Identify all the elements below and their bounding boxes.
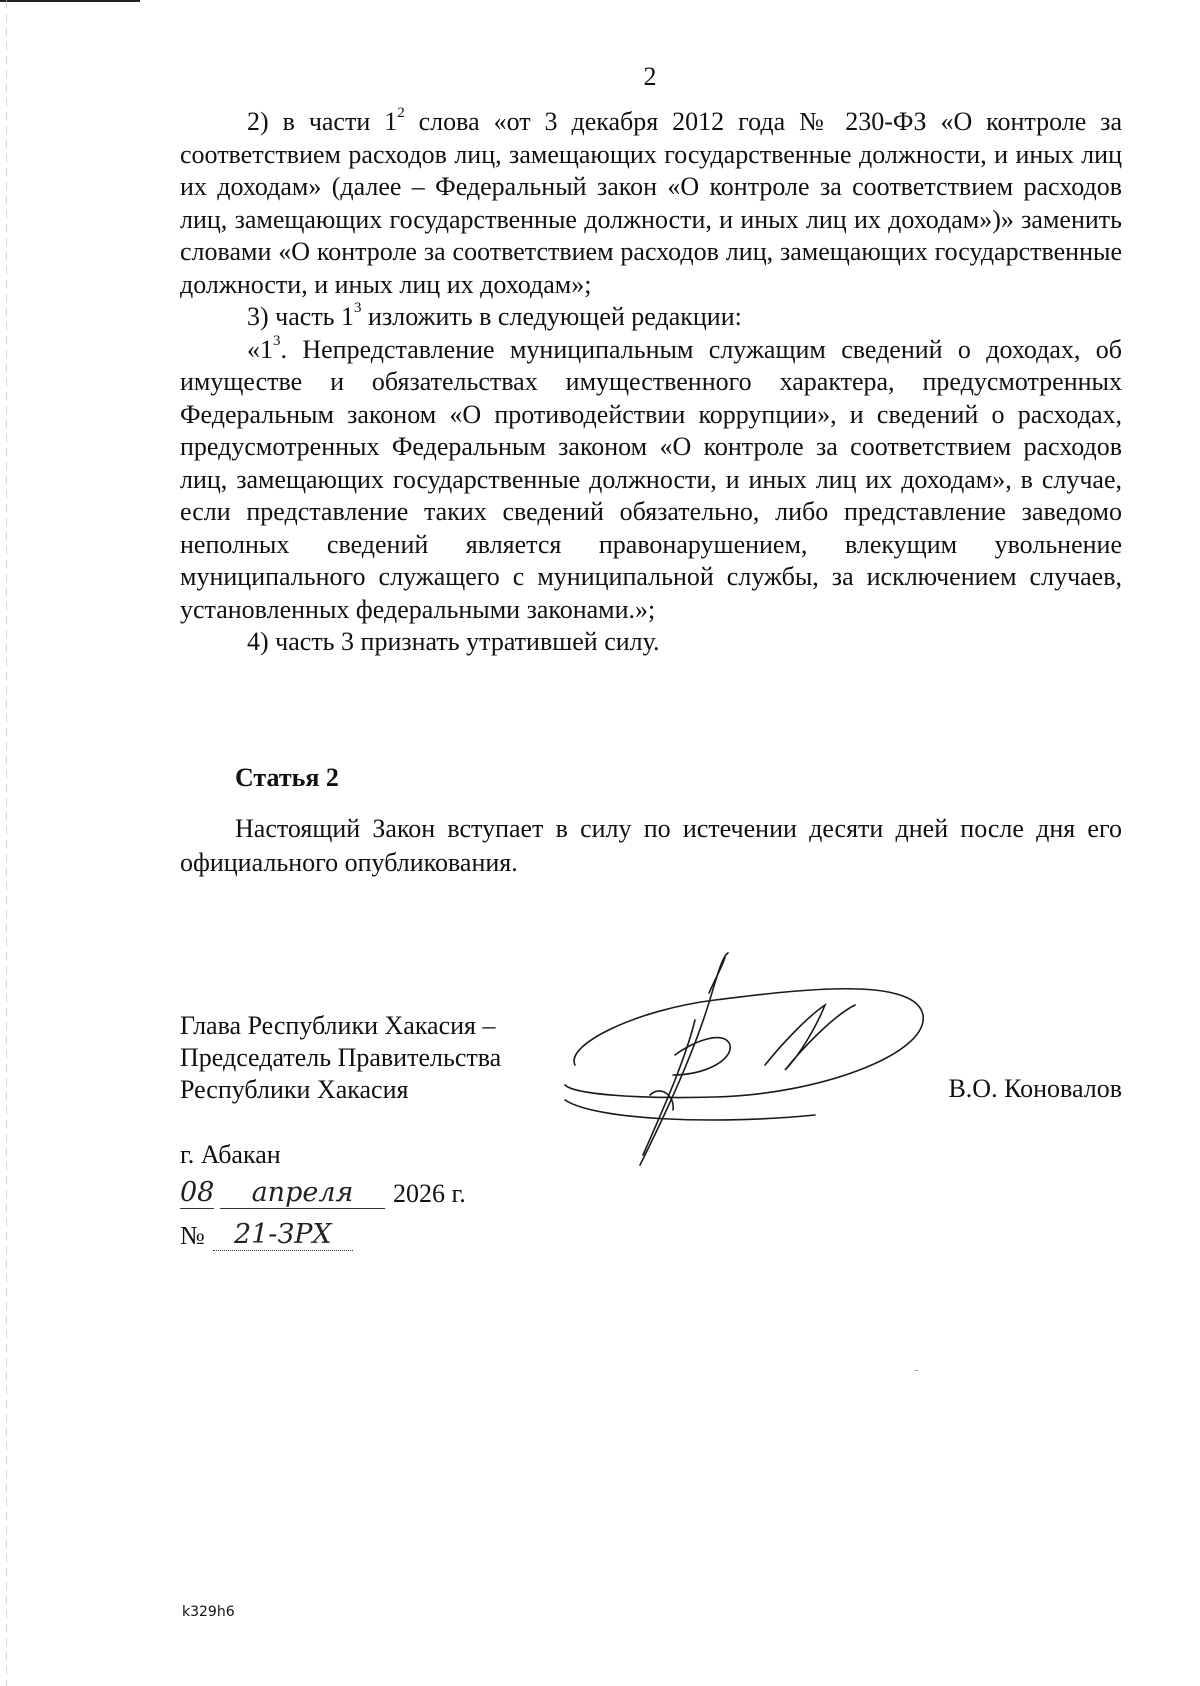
date-year: 2026 г. — [393, 1179, 466, 1208]
document-code: k329h6 — [182, 1604, 235, 1620]
amendment-item-4: 4) часть 3 признать утратившей силу. — [247, 627, 660, 656]
handwritten-signature — [555, 945, 945, 1175]
signing-date — [180, 1175, 466, 1209]
date-month-handwritten: апреля — [220, 1177, 385, 1209]
date-day-handwritten: 08 — [180, 1177, 215, 1208]
page-number: 2 — [643, 62, 657, 91]
article-2-text: Настоящий Закон вступает в силу по истечении десяти дней после дня его официального опубликования. — [180, 814, 1122, 877]
scan-top-mark — [0, 0, 140, 2]
scan-left-edge — [6, 0, 7, 1686]
amendments-body — [180, 106, 1122, 659]
article-2-heading: Статья 2 — [235, 763, 339, 792]
signatory-name: В.О. Коновалов — [948, 1074, 1122, 1103]
law-number — [180, 1215, 353, 1251]
amendment-item-3-text: «$1^3$. Непредставление муниципальным служащим сведений о доходах, об имуществе и обязательствах имущественного характера, предусмотренных Федеральным законом «О противодействии коррупции», и сведений о расходах, предусмотренных Федеральным законом «О контроле за соответствием расходов лиц, замещающих государственные должности, и иных лиц их доходам», в случае, если представление таких сведений обязательно, либо представление заведомо неполных сведений является правонарушением, влекущим увольнение муниципального служащего с муниципальной службы, за исключением случаев, установленных федеральными законами.»; — [180, 332, 1122, 624]
amendment-item-3: 3) часть $1^3$ изложить в следующей редакции: — [247, 300, 742, 331]
law-number-handwritten: 21-ЗРХ — [213, 1219, 353, 1251]
number-sign: № — [180, 1221, 205, 1250]
signatory-title: Глава Республики Хакасия – Председатель Правительства Республики Хакасия — [180, 1011, 502, 1104]
place-of-signing: г. Абакан — [180, 1140, 281, 1169]
amendment-item-2: 2) в части $1^2$ слова «от 3 декабря 2012 года № 230-ФЗ «О контроле за соответствием расходов лиц, замещающих государственные должности, и иных лиц их доходам» (далее – Федеральный закон «О контроле за соответствием расходов лиц, замещающих государственные должности, и иных лиц их доходам»)» заменить словами «О контроле за соответствием расходов лиц, замещающих государственные должности, и иных лиц их доходам»; — [180, 105, 1122, 299]
scan-speck — [915, 1370, 918, 1371]
